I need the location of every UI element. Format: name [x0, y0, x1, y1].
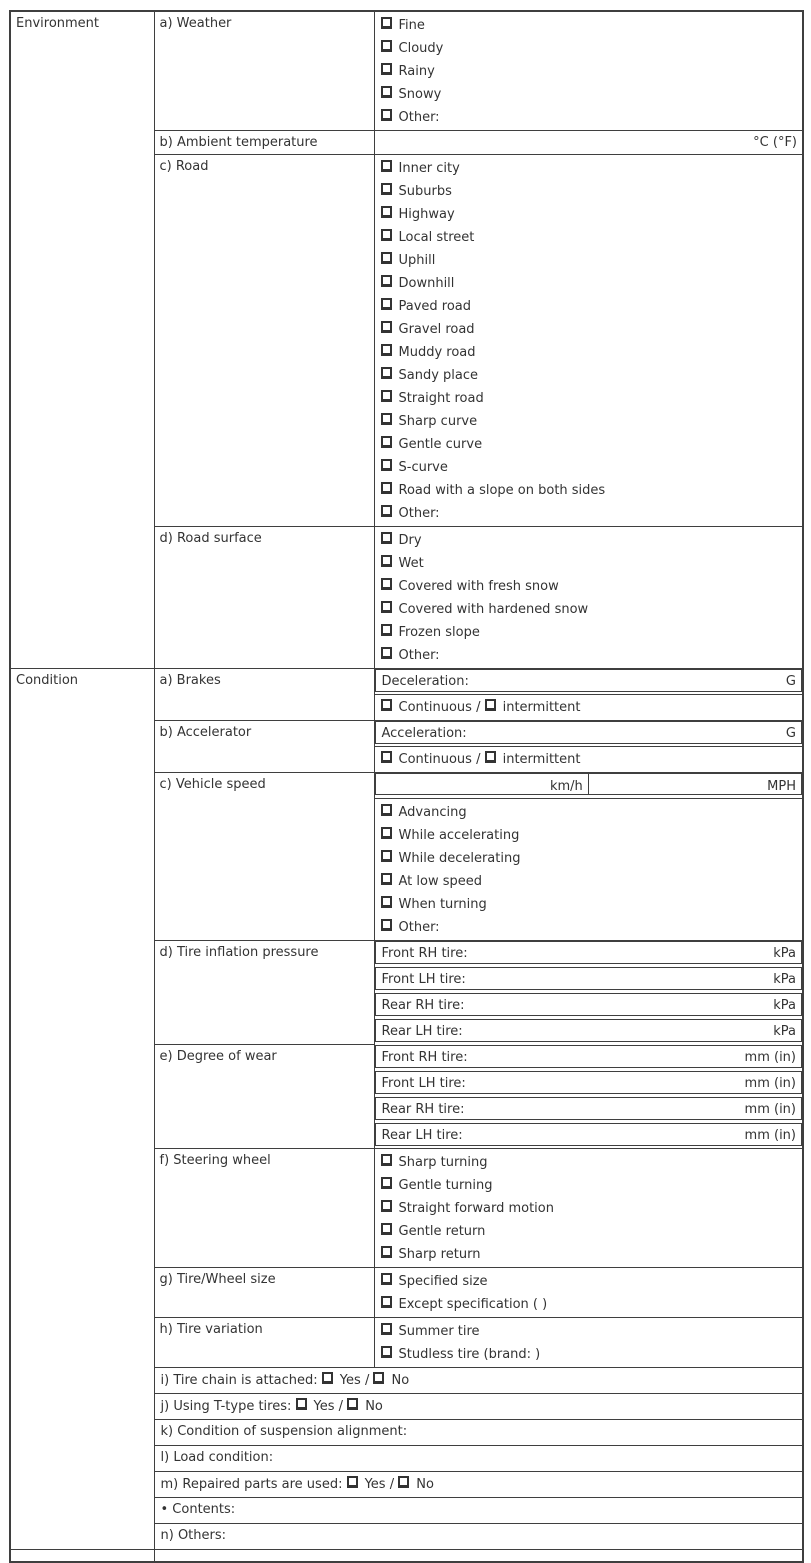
checkbox-option-label: Other:	[398, 506, 440, 521]
checkbox-option-label: Local street	[398, 230, 475, 245]
row-others	[154, 1524, 803, 1550]
checkbox-option	[381, 916, 799, 939]
checkbox-option	[381, 621, 799, 644]
checkbox-option	[381, 364, 799, 387]
item-label-brakes: a) Brakes	[154, 669, 374, 721]
checkbox-option-label: Paved road	[398, 299, 472, 314]
acceleration-unit: G	[785, 726, 796, 741]
checkbox-option-label: Cloudy	[398, 41, 444, 56]
checkbox-icon	[296, 1398, 307, 1410]
checkbox-option-label: Sharp turning	[398, 1155, 488, 1170]
accelerator-acceleration-row	[375, 721, 803, 744]
brakes-continuous-label: Continuous	[398, 700, 472, 715]
checkbox-option	[381, 824, 799, 847]
checkbox-icon	[381, 919, 392, 931]
acceleration-label: Acceleration:	[381, 726, 467, 741]
tire-pressure-unit: kPa	[773, 946, 796, 961]
item-label-road: c) Road	[154, 155, 374, 527]
tire-chain-label: i) Tire chain is attached:	[160, 1373, 318, 1388]
checkbox-option	[381, 341, 799, 364]
checkbox-icon	[381, 275, 392, 287]
vehicle-speed-mph-unit: MPH	[588, 774, 801, 794]
checkbox-option-label: Studless tire (brand: )	[398, 1347, 541, 1362]
checkbox-option-label: Straight forward motion	[398, 1201, 554, 1216]
checkbox-icon	[347, 1476, 358, 1488]
checkbox-icon	[381, 206, 392, 218]
row-tire-chain	[154, 1368, 803, 1394]
separator: /	[364, 1373, 370, 1388]
checkbox-option	[381, 203, 799, 226]
checkbox-option	[381, 295, 799, 318]
checkbox-option	[381, 1220, 799, 1243]
separator: /	[338, 1399, 344, 1414]
checkbox-option-label: Advancing	[398, 805, 467, 820]
contents-label: • Contents:	[160, 1502, 236, 1517]
checkbox-option-label: Road with a slope on both sides	[398, 483, 606, 498]
road-surface-options	[374, 527, 803, 669]
checkbox-icon	[381, 459, 392, 471]
tire-pressure-unit: kPa	[773, 971, 796, 987]
checkbox-icon	[381, 601, 392, 613]
checkbox-option-label: Covered with fresh snow	[398, 579, 559, 594]
tire-position-label: Front RH tire:	[381, 1049, 468, 1065]
checkbox-icon	[381, 413, 392, 425]
checkbox-option	[381, 387, 799, 410]
checkbox-option	[381, 1243, 799, 1266]
checkbox-option	[381, 180, 799, 203]
tire-pressure-row	[375, 1019, 803, 1042]
checkbox-option-label: When turning	[398, 897, 487, 912]
checkbox-option-label: Highway	[398, 207, 455, 222]
no-label: No	[365, 1399, 383, 1414]
item-label-ambient-temperature: b) Ambient temperature	[154, 131, 374, 155]
brakes-mode-row	[374, 695, 803, 721]
checkbox-option-label: Sharp curve	[398, 414, 478, 429]
row-contents	[154, 1498, 803, 1524]
tire-position-label: Front RH tire:	[381, 946, 468, 961]
checkbox-option	[381, 598, 799, 621]
checkbox-icon	[381, 1346, 392, 1358]
item-label-road-surface: d) Road surface	[154, 527, 374, 669]
checkbox-icon	[381, 252, 392, 264]
tire-wheel-size-options	[374, 1268, 803, 1318]
checkbox-icon	[381, 751, 392, 763]
checkbox-option	[381, 1270, 799, 1293]
truncated-row	[10, 1550, 803, 1562]
checkbox-icon	[381, 229, 392, 241]
checkbox-icon	[373, 1372, 384, 1384]
tire-position-label: Front LH tire:	[381, 1075, 466, 1091]
checkbox-icon	[381, 390, 392, 402]
checkbox-option-label: S-curve	[398, 460, 448, 475]
checkbox-icon	[381, 699, 392, 711]
checkbox-option-label: Rainy	[398, 64, 435, 79]
item-label-tire-variation: h) Tire variation	[154, 1318, 374, 1368]
checkbox-option-label: Summer tire	[398, 1324, 480, 1339]
checkbox-option	[381, 1293, 799, 1316]
checkbox-option	[381, 1151, 799, 1174]
checkbox-icon	[381, 367, 392, 379]
checkbox-option	[381, 272, 799, 295]
checkbox-icon	[381, 532, 392, 544]
checkbox-option-label: While accelerating	[398, 828, 520, 843]
item-label-tire-pressure: d) Tire inflation pressure	[154, 941, 374, 1045]
steering-wheel-options	[374, 1149, 803, 1268]
checkbox-option-label: Uphill	[398, 253, 436, 268]
item-label-vehicle-speed: c) Vehicle speed	[154, 773, 374, 941]
wear-unit: mm (in)	[744, 1049, 796, 1065]
degree-of-wear-row	[375, 1123, 803, 1146]
checkbox-icon	[381, 321, 392, 333]
checkbox-icon	[381, 1296, 392, 1308]
checkbox-option	[381, 644, 799, 667]
checkbox-option	[381, 249, 799, 272]
tire-pressure-unit: kPa	[773, 1023, 796, 1039]
accelerator-continuous-label: Continuous	[398, 752, 472, 767]
degree-of-wear-row	[375, 1045, 803, 1068]
suspension-alignment-label: k) Condition of suspension alignment:	[160, 1424, 408, 1439]
checkbox-option	[381, 60, 799, 83]
checkbox-icon	[381, 1223, 392, 1235]
yes-label: Yes	[339, 1373, 361, 1388]
checkbox-icon	[381, 1273, 392, 1285]
tire-position-label: Rear LH tire:	[381, 1023, 463, 1039]
degree-of-wear-row	[375, 1071, 803, 1094]
checkbox-option	[381, 226, 799, 249]
checkbox-icon	[381, 482, 392, 494]
separator: /	[476, 700, 481, 715]
others-label: n) Others:	[160, 1528, 227, 1543]
deceleration-label: Deceleration:	[381, 674, 469, 689]
checkbox-option-label: Suburbs	[398, 184, 452, 199]
item-label-tire-wheel-size: g) Tire/Wheel size	[154, 1268, 374, 1318]
row-load-condition	[154, 1446, 803, 1472]
yes-label: Yes	[364, 1477, 386, 1492]
tire-pressure-row	[375, 941, 803, 964]
checkbox-icon	[381, 850, 392, 862]
tire-position-label: Rear RH tire:	[381, 997, 465, 1013]
checkbox-option-label: Gentle curve	[398, 437, 483, 452]
checkbox-option	[381, 1197, 799, 1220]
checkbox-icon	[381, 17, 392, 29]
t-type-tires-label: j) Using T-type tires:	[160, 1399, 292, 1414]
checkbox-option-label: Gentle turning	[398, 1178, 493, 1193]
checkbox-option	[381, 847, 799, 870]
checkbox-icon	[381, 1154, 392, 1166]
vehicle-speed-options	[374, 799, 803, 941]
checkbox-option-label: Specified size	[398, 1274, 488, 1289]
checkbox-icon	[347, 1398, 358, 1410]
no-label: No	[391, 1373, 410, 1388]
checkbox-option-label: Except specification ( )	[398, 1297, 548, 1312]
accelerator-intermittent-label: intermittent	[502, 752, 581, 767]
checkbox-icon	[381, 505, 392, 517]
load-condition-label: l) Load condition:	[160, 1450, 274, 1465]
checkbox-option	[381, 37, 799, 60]
item-label-steering-wheel: f) Steering wheel	[154, 1149, 374, 1268]
separator: /	[389, 1477, 395, 1492]
repaired-parts-label: m) Repaired parts are used:	[160, 1477, 343, 1492]
item-label-accelerator: b) Accelerator	[154, 721, 374, 773]
row-suspension-alignment	[154, 1420, 803, 1446]
wear-unit: mm (in)	[744, 1075, 796, 1091]
checkbox-option-label: Other:	[398, 920, 440, 935]
checkbox-option-label: Gravel road	[398, 322, 475, 337]
tire-variation-options	[374, 1318, 803, 1368]
row-t-type-tires	[154, 1394, 803, 1420]
checkbox-icon	[381, 827, 392, 839]
checkbox-icon	[381, 873, 392, 885]
checkbox-icon	[381, 40, 392, 52]
tire-pressure-row	[375, 993, 803, 1016]
checkbox-option	[381, 575, 799, 598]
vehicle-speed-kmh-unit: km/h	[549, 779, 583, 794]
road-options	[374, 155, 803, 527]
checkbox-icon	[381, 86, 392, 98]
tire-pressure-unit: kPa	[773, 997, 796, 1013]
brakes-deceleration-row	[375, 669, 803, 692]
checkbox-icon	[381, 804, 392, 816]
separator: /	[476, 752, 481, 767]
checkbox-option	[381, 1343, 799, 1366]
checkbox-icon	[485, 699, 496, 711]
vehicle-speed-units-row	[375, 773, 803, 795]
checkbox-option-label: Inner city	[398, 161, 460, 176]
checkbox-option	[381, 529, 799, 552]
checkbox-option-label: Fine	[398, 18, 425, 33]
checkbox-option	[381, 479, 799, 502]
tire-pressure-row	[375, 967, 803, 990]
checkbox-option-label: Muddy road	[398, 345, 476, 360]
checkbox-option	[381, 433, 799, 456]
ambient-temperature-unit: °C (°F)	[374, 131, 803, 155]
checkbox-icon	[381, 344, 392, 356]
checkbox-option	[381, 83, 799, 106]
checkbox-option-label: Covered with hardened snow	[398, 602, 589, 617]
row-repaired-parts	[154, 1472, 803, 1498]
checkbox-icon	[398, 1476, 409, 1488]
checkbox-option	[381, 14, 799, 37]
item-label-degree-of-wear: e) Degree of wear	[154, 1045, 374, 1149]
deceleration-unit: G	[785, 674, 796, 689]
degree-of-wear-row	[375, 1097, 803, 1120]
section-label-condition: Condition	[10, 669, 154, 1550]
wear-unit: mm (in)	[744, 1127, 796, 1143]
tire-position-label: Rear RH tire:	[381, 1101, 465, 1117]
checkbox-icon	[485, 751, 496, 763]
checkbox-option-label: Downhill	[398, 276, 455, 291]
checkbox-icon	[381, 624, 392, 636]
checkbox-option	[381, 893, 799, 916]
checkbox-option-label: Other:	[398, 110, 440, 125]
checkbox-icon	[381, 109, 392, 121]
checkbox-option	[381, 456, 799, 479]
checkbox-icon	[381, 436, 392, 448]
no-label: No	[416, 1477, 434, 1492]
checkbox-option	[381, 552, 799, 575]
checkbox-icon	[381, 1200, 392, 1212]
accelerator-mode-row	[374, 747, 803, 773]
checkbox-icon	[381, 896, 392, 908]
checkbox-icon	[381, 298, 392, 310]
checkbox-option-label: Other:	[398, 648, 440, 663]
checkbox-icon	[381, 63, 392, 75]
checkbox-icon	[381, 1177, 392, 1189]
checkbox-option-label: Frozen slope	[398, 625, 480, 640]
checkbox-option	[381, 106, 799, 129]
checkbox-icon	[322, 1372, 333, 1384]
checkbox-icon	[381, 160, 392, 172]
checkbox-option-label: Wet	[398, 556, 424, 571]
yes-label: Yes	[313, 1399, 335, 1414]
checkbox-option-label: Gentle return	[398, 1224, 486, 1239]
checkbox-icon	[381, 1323, 392, 1335]
section-label-environment: Environment	[10, 11, 154, 669]
checkbox-icon	[381, 183, 392, 195]
checkbox-option	[381, 318, 799, 341]
checkbox-option-label: While decelerating	[398, 851, 521, 866]
checkbox-option-label: At low speed	[398, 874, 482, 889]
checkbox-icon	[381, 578, 392, 590]
weather-options	[374, 11, 803, 131]
truncated-cell	[10, 1550, 154, 1562]
checkbox-option	[381, 1320, 799, 1343]
checkbox-option	[381, 502, 799, 525]
checkbox-option	[381, 157, 799, 180]
checkbox-option-label: Straight road	[398, 391, 484, 406]
checkbox-icon	[381, 1246, 392, 1258]
checkbox-option	[381, 870, 799, 893]
checkbox-option-label: Sandy place	[398, 368, 479, 383]
checkbox-option-label: Snowy	[398, 87, 442, 102]
diagnostic-form-table	[9, 10, 804, 1563]
checkbox-option	[381, 801, 799, 824]
tire-position-label: Front LH tire:	[381, 971, 466, 987]
checkbox-option-label: Dry	[398, 533, 422, 548]
checkbox-option-label: Sharp return	[398, 1247, 481, 1262]
wear-unit: mm (in)	[744, 1101, 796, 1117]
checkbox-icon	[381, 555, 392, 567]
truncated-cell	[154, 1550, 803, 1562]
tire-position-label: Rear LH tire:	[381, 1127, 463, 1143]
brakes-intermittent-label: intermittent	[502, 700, 581, 715]
checkbox-icon	[381, 647, 392, 659]
checkbox-option	[381, 410, 799, 433]
checkbox-option	[381, 1174, 799, 1197]
item-label-weather: a) Weather	[154, 11, 374, 131]
